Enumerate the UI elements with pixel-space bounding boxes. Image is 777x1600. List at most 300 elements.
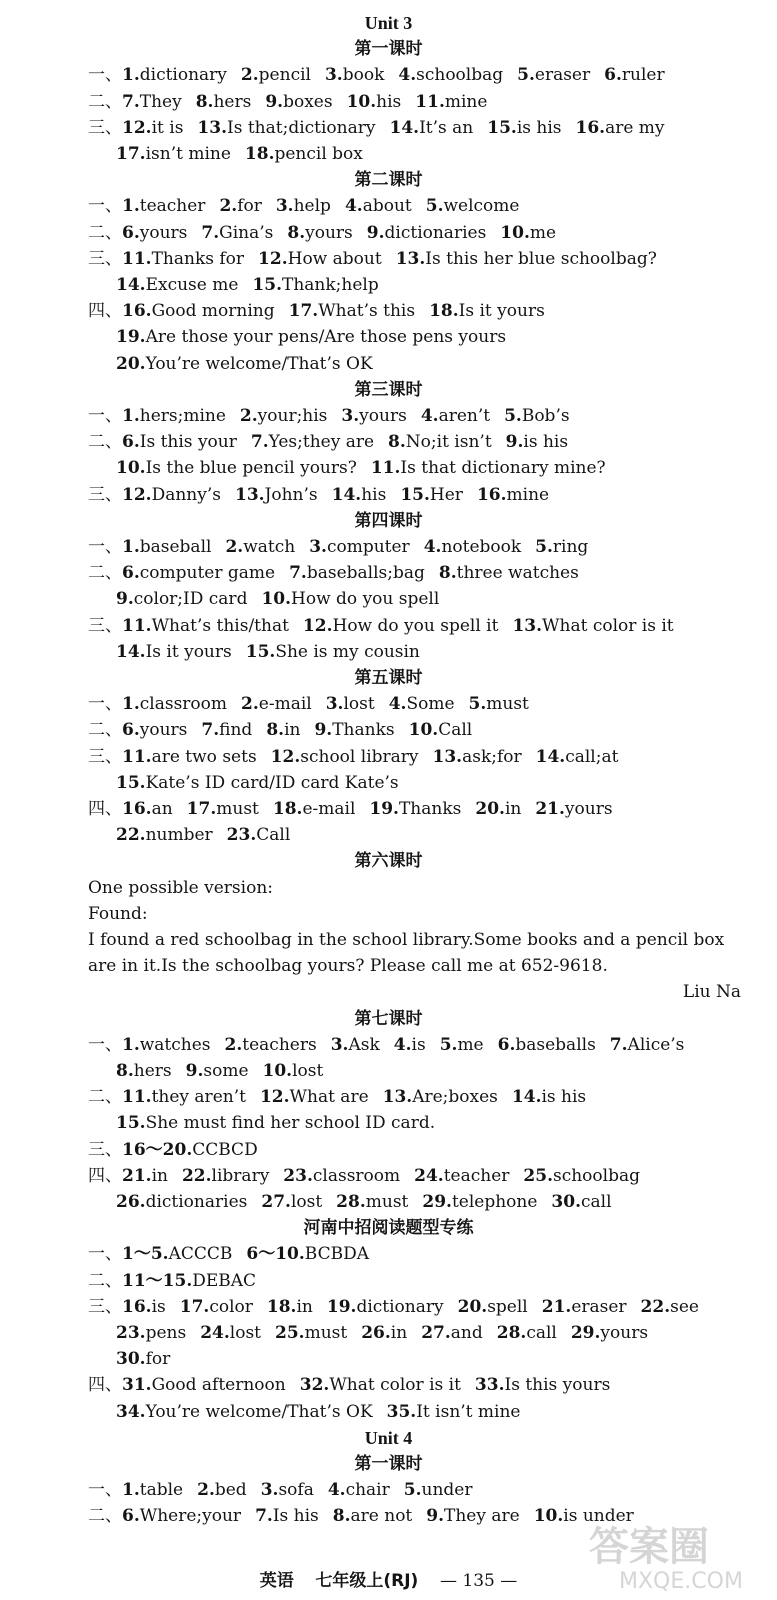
answer-item (273, 799, 356, 819)
answer-text: chair (345, 1480, 390, 1501)
answer-item (275, 1323, 347, 1343)
answer-text: is (151, 1296, 166, 1317)
answer-line (88, 1137, 747, 1163)
question-number: 8. (388, 432, 406, 453)
answer-text: see (670, 1296, 699, 1317)
answer-item (186, 1061, 249, 1081)
question-number: 19. (326, 1296, 357, 1317)
section-number: 三、 (88, 248, 122, 269)
essay-line: are in it.Is the schoolbag yours? Please call me at 652-9618. (88, 956, 608, 977)
question-number: 18. (429, 301, 459, 322)
answer-text: boxes (283, 91, 333, 112)
answer-text: eraser (534, 65, 591, 86)
question-number: 22. (181, 1165, 212, 1186)
answer-text: Thanks for (151, 248, 245, 269)
answer-line (88, 1268, 747, 1294)
section-number: 一、 (88, 196, 122, 217)
answer-item (122, 301, 275, 321)
question-number: 7. (122, 91, 140, 112)
answer-item (240, 406, 328, 426)
answer-text: Kate’s ID card/ID card Kate’s (145, 772, 399, 793)
question-number: 1. (122, 537, 140, 557)
answer-item (504, 406, 570, 426)
question-number: 1. (122, 65, 140, 86)
question-number: 13. (395, 248, 426, 269)
question-number: 15. (116, 772, 146, 793)
question-number: 28. (496, 1323, 527, 1343)
answer-text: Is this yours (504, 1375, 611, 1396)
question-number: 1. (122, 694, 140, 715)
answer-line (88, 220, 747, 246)
answer-item (258, 249, 382, 269)
answer-text: Good morning (151, 301, 275, 322)
answer-text: dictionaries (384, 222, 487, 243)
question-number: 3. (260, 1480, 279, 1501)
question-number: 6. (122, 222, 140, 243)
answer-text: me (529, 222, 557, 243)
answer-item (314, 720, 394, 740)
answer-item (252, 275, 378, 295)
question-number: 13. (197, 117, 227, 138)
section-number: 二、 (88, 91, 122, 112)
answer-item (116, 1323, 186, 1343)
answer-item (404, 1480, 473, 1500)
section-heading: 第四课时 (354, 510, 423, 531)
question-number: 14. (535, 746, 566, 767)
question-number: 11. (122, 1087, 152, 1108)
question-number: 4. (327, 1480, 346, 1501)
question-number: 12. (258, 248, 288, 269)
footer-page-number: — 135 — (439, 1571, 518, 1591)
answer-line (116, 822, 747, 848)
answer-text: in (390, 1323, 408, 1343)
answer-line (116, 351, 747, 377)
footer-subject: 英语 (259, 1571, 294, 1591)
answer-text: Gina’s (219, 222, 274, 243)
answer-item (122, 1087, 246, 1107)
answer-text: Where;your (139, 1506, 242, 1527)
question-number: 6～10. (246, 1244, 305, 1265)
answer-item (500, 223, 556, 243)
question-number: 25. (275, 1323, 305, 1343)
answer-line (88, 1032, 747, 1058)
section-heading: 第一课时 (354, 39, 423, 60)
answer-item (265, 92, 332, 112)
answer-item (542, 1297, 627, 1317)
answer-text: pencil (258, 65, 311, 86)
answer-text: teachers (242, 1034, 317, 1055)
section-heading: Unit 4 (364, 1427, 413, 1448)
question-number: 12. (259, 1087, 290, 1108)
answer-item (122, 432, 237, 452)
essay-line: One possible version: (88, 877, 273, 898)
answer-text: Ask (348, 1034, 380, 1055)
answer-item (498, 1035, 596, 1055)
answer-text: baseballs (515, 1034, 596, 1055)
question-number: 1. (122, 1034, 140, 1055)
answer-line (88, 403, 747, 429)
question-number: 21. (535, 799, 565, 819)
answer-text: lost (343, 694, 375, 715)
answer-item (426, 1506, 519, 1526)
answer-text: teacher (139, 196, 206, 217)
answer-text: Is it yours (458, 301, 545, 322)
answer-item (122, 1297, 166, 1317)
question-number: 3. (341, 406, 360, 426)
answer-text: Call (256, 825, 291, 846)
question-number: 17. (179, 1296, 210, 1317)
answer-item (116, 1061, 172, 1081)
question-number: 9. (185, 1061, 204, 1081)
answer-text: What color is it (542, 615, 674, 636)
question-number: 13. (234, 484, 265, 505)
question-number: 2. (197, 1480, 215, 1501)
question-number: 6. (122, 720, 140, 741)
question-number: 5. (468, 694, 487, 715)
answer-text: ruler (621, 65, 665, 86)
answer-item (276, 196, 331, 216)
answer-text: DEBAC (192, 1270, 257, 1291)
question-number: 16. (575, 117, 606, 138)
answer-text: call (581, 1192, 612, 1212)
answer-text: Is this your (139, 432, 237, 453)
answer-item (347, 92, 402, 112)
answer-text: book (342, 65, 385, 86)
answer-text: baseball (139, 537, 212, 557)
answer-text: three watches (456, 563, 579, 584)
section-number: 四、 (88, 301, 122, 322)
answer-text: dictionaries (145, 1192, 248, 1212)
question-number: 11～15. (122, 1270, 193, 1291)
essay-line: I found a red schoolbag in the school library.Some books and a pencil box (88, 930, 725, 950)
answer-item (116, 327, 506, 347)
question-number: 9. (426, 1506, 445, 1527)
question-number: 2. (239, 406, 258, 426)
answer-text: school library (300, 746, 419, 767)
answer-line (88, 691, 747, 717)
section-number: 一、 (88, 1034, 122, 1055)
question-number: 26. (361, 1323, 391, 1343)
question-number: 5. (504, 406, 522, 426)
question-number: 30. (116, 1349, 146, 1370)
answer-item (396, 249, 657, 269)
answer-line (116, 141, 747, 167)
answer-text: yours (305, 222, 353, 243)
answer-text: must (365, 1192, 409, 1212)
answer-text: dictionary (356, 1296, 444, 1317)
answer-item (389, 694, 455, 714)
answer-item (551, 1192, 611, 1212)
answer-item (122, 92, 182, 112)
question-number: 9. (314, 720, 333, 741)
answer-text: Good afternoon (151, 1375, 286, 1396)
question-number: 7. (250, 432, 269, 453)
question-number: 16. (122, 1296, 152, 1317)
answer-text: it is (151, 117, 184, 138)
question-number: 9. (505, 432, 524, 453)
question-number: 5. (439, 1034, 458, 1055)
answer-item (116, 1402, 373, 1422)
question-number: 30. (551, 1192, 581, 1212)
answer-item (225, 1035, 317, 1055)
question-number: 1～5. (122, 1244, 169, 1265)
answer-text: is under (563, 1506, 634, 1527)
section-number: 二、 (88, 1506, 122, 1527)
answer-text: ring (552, 537, 589, 557)
answer-item (398, 65, 503, 85)
answer-item (122, 65, 227, 85)
answer-line (116, 639, 747, 665)
answer-text: number (145, 825, 213, 846)
answer-text: in (296, 1296, 313, 1317)
section-number: 三、 (88, 1139, 122, 1160)
answer-item (116, 144, 231, 164)
essay-signature: Liu Na (682, 982, 741, 1003)
answer-text: is his (523, 432, 569, 453)
answer-text: are my (605, 117, 665, 138)
answer-item (122, 249, 244, 269)
question-number: 21. (541, 1296, 572, 1317)
answer-line (88, 560, 747, 586)
question-number: 1. (122, 406, 140, 426)
answer-text: color;ID card (133, 589, 248, 610)
question-number: 18. (272, 799, 303, 819)
answer-text: color (209, 1296, 253, 1317)
question-number: 26. (116, 1192, 146, 1212)
question-number: 14. (511, 1087, 542, 1108)
answer-text: yours (139, 222, 188, 243)
answer-text: in (284, 720, 301, 741)
answer-item (422, 1192, 537, 1212)
question-number: 8. (266, 720, 285, 741)
answer-text: hers (213, 91, 252, 112)
answer-item (122, 1244, 232, 1264)
answer-line (88, 796, 747, 822)
answer-item (421, 1323, 483, 1343)
answer-item (201, 720, 252, 740)
answer-text: must (216, 799, 259, 819)
question-number: 3. (330, 1034, 349, 1055)
answer-line (116, 770, 747, 796)
answer-item (439, 563, 579, 583)
question-number: 15. (252, 275, 282, 295)
question-number: 9. (265, 91, 284, 112)
answer-text: your;his (257, 406, 328, 426)
answer-item (116, 275, 238, 295)
question-number: 14. (331, 484, 362, 505)
answer-text: CCBCD (192, 1139, 258, 1160)
question-number: 21. (122, 1165, 152, 1186)
answer-text: isn’t mine (145, 144, 231, 164)
answer-item (122, 1035, 211, 1055)
question-number: 6. (122, 1506, 140, 1527)
answer-text: schoolbag (552, 1165, 640, 1186)
answer-text: Are;boxes (412, 1087, 498, 1108)
question-number: 29. (570, 1323, 601, 1343)
answer-text: You’re welcome/That’s OK (145, 1401, 373, 1422)
answer-line (88, 717, 747, 743)
answer-item (200, 1323, 261, 1343)
section-number: 二、 (88, 720, 122, 741)
question-number: 10. (261, 589, 292, 610)
answer-text: teacher (443, 1165, 510, 1186)
question-number: 3. (324, 65, 343, 86)
answer-text: hers;mine (139, 406, 226, 426)
question-number: 5. (403, 1480, 422, 1501)
answer-item (197, 1480, 247, 1500)
answer-item (523, 1166, 640, 1186)
question-number: 4. (388, 694, 407, 715)
answer-text: BCBDA (304, 1244, 369, 1265)
answer-text: an (151, 799, 173, 819)
question-number: 3. (309, 537, 327, 557)
answer-text: is his (516, 117, 562, 138)
answer-text: How do you spell it (332, 615, 499, 636)
answer-text: Is that;dictionary (227, 117, 376, 138)
answer-line (88, 429, 747, 455)
answer-text: spell (487, 1296, 528, 1317)
answer-item (122, 1375, 286, 1395)
answer-line (88, 246, 747, 272)
answer-line (88, 534, 747, 560)
question-number: 16. (122, 799, 152, 819)
answer-line (116, 1058, 747, 1084)
question-number: 13. (382, 1087, 413, 1108)
answer-text: Is the blue pencil yours? (145, 458, 357, 479)
question-number: 2. (219, 196, 238, 217)
answer-item (116, 773, 399, 793)
answer-item (394, 1035, 426, 1055)
answer-text: Danny’s (151, 484, 221, 505)
answer-item (116, 458, 357, 478)
answer-item (241, 694, 312, 714)
answer-item (387, 1402, 521, 1422)
answer-text: bed (214, 1480, 247, 1501)
answer-line (88, 482, 747, 508)
answer-text: mine (444, 91, 488, 112)
answer-item (201, 223, 273, 243)
question-number: 22. (640, 1296, 671, 1317)
section-number: 三、 (88, 746, 122, 767)
question-number: 15. (245, 641, 276, 662)
answer-text: library (211, 1165, 270, 1186)
answer-text: What’s this (318, 301, 416, 322)
answer-text: schoolbag (416, 65, 504, 86)
answer-text: e-mail (302, 799, 356, 819)
answer-item (440, 1035, 484, 1055)
answer-text: classroom (312, 1165, 401, 1186)
essay-line: Found: (88, 903, 148, 924)
answer-text: must (304, 1323, 348, 1343)
question-number: 20. (116, 353, 146, 374)
answer-text: in (151, 1165, 168, 1186)
answer-text: yours (600, 1323, 649, 1343)
answer-item (400, 485, 463, 505)
answer-text: yours (139, 720, 188, 741)
answer-line (88, 1294, 747, 1320)
answer-item (367, 223, 487, 243)
question-number: 6. (122, 432, 140, 453)
answer-item (506, 432, 568, 452)
question-number: 8. (287, 222, 306, 243)
question-number: 6. (122, 563, 140, 584)
question-number: 9. (366, 222, 385, 243)
answer-item (260, 1087, 369, 1107)
question-number: 4. (398, 65, 417, 86)
question-number: 5. (517, 65, 535, 86)
section-number: 一、 (88, 537, 122, 557)
section-heading: 第七课时 (354, 1008, 423, 1029)
section-heading: 河南中招阅读题型专练 (303, 1218, 474, 1239)
answer-item (122, 537, 211, 557)
answer-text: me (457, 1034, 484, 1055)
answer-text: are two sets (151, 746, 257, 767)
answer-text: baseballs;bag (306, 563, 425, 584)
answer-item (122, 563, 275, 583)
answer-line (88, 89, 747, 115)
question-number: 7. (255, 1506, 273, 1527)
question-number: 22. (116, 825, 146, 846)
answer-line (88, 613, 747, 639)
answer-item (267, 1297, 313, 1317)
answer-text: about (362, 196, 412, 217)
answer-text: is his (541, 1087, 587, 1108)
answer-text: hers (133, 1061, 172, 1081)
answer-text: Is that dictionary mine? (400, 458, 606, 479)
question-number: 29. (422, 1192, 452, 1212)
question-number: 16. (476, 484, 507, 505)
answer-item (361, 1323, 407, 1343)
question-number: 2. (224, 1034, 243, 1055)
answer-item (251, 432, 374, 452)
answer-line (88, 62, 747, 88)
question-number: 23. (226, 825, 257, 846)
question-number: 12. (270, 746, 301, 767)
question-number: 18. (244, 144, 275, 164)
question-number: 32. (299, 1375, 330, 1396)
question-number: 23. (116, 1323, 146, 1343)
answer-item (433, 747, 522, 767)
answer-item (421, 406, 490, 426)
question-number: 4. (344, 196, 363, 217)
answer-line (116, 1346, 747, 1372)
answer-item (180, 1297, 253, 1317)
question-number: 11. (122, 248, 152, 269)
question-number: 4. (423, 537, 442, 557)
answer-text: Some (406, 694, 455, 715)
answer-item (424, 537, 521, 557)
answer-text: in (504, 799, 522, 819)
answer-item (388, 432, 492, 452)
answer-text: What’s this/that (151, 615, 289, 636)
answer-text: find (219, 720, 253, 741)
question-number: 14. (116, 275, 146, 295)
answer-text: She is my cousin (275, 641, 420, 662)
answer-item (477, 485, 549, 505)
answer-item (604, 65, 664, 85)
answer-text: You’re welcome/That’s OK (145, 353, 373, 374)
answer-item (331, 1035, 380, 1055)
answer-item (289, 563, 425, 583)
answer-item (469, 694, 529, 714)
section-heading: 第二课时 (354, 170, 423, 191)
answer-text: table (139, 1480, 184, 1501)
answer-item (309, 537, 409, 557)
question-number: 35. (386, 1401, 417, 1422)
answer-text: are not (350, 1506, 413, 1527)
answer-item (241, 65, 311, 85)
question-number: 34. (116, 1401, 146, 1422)
